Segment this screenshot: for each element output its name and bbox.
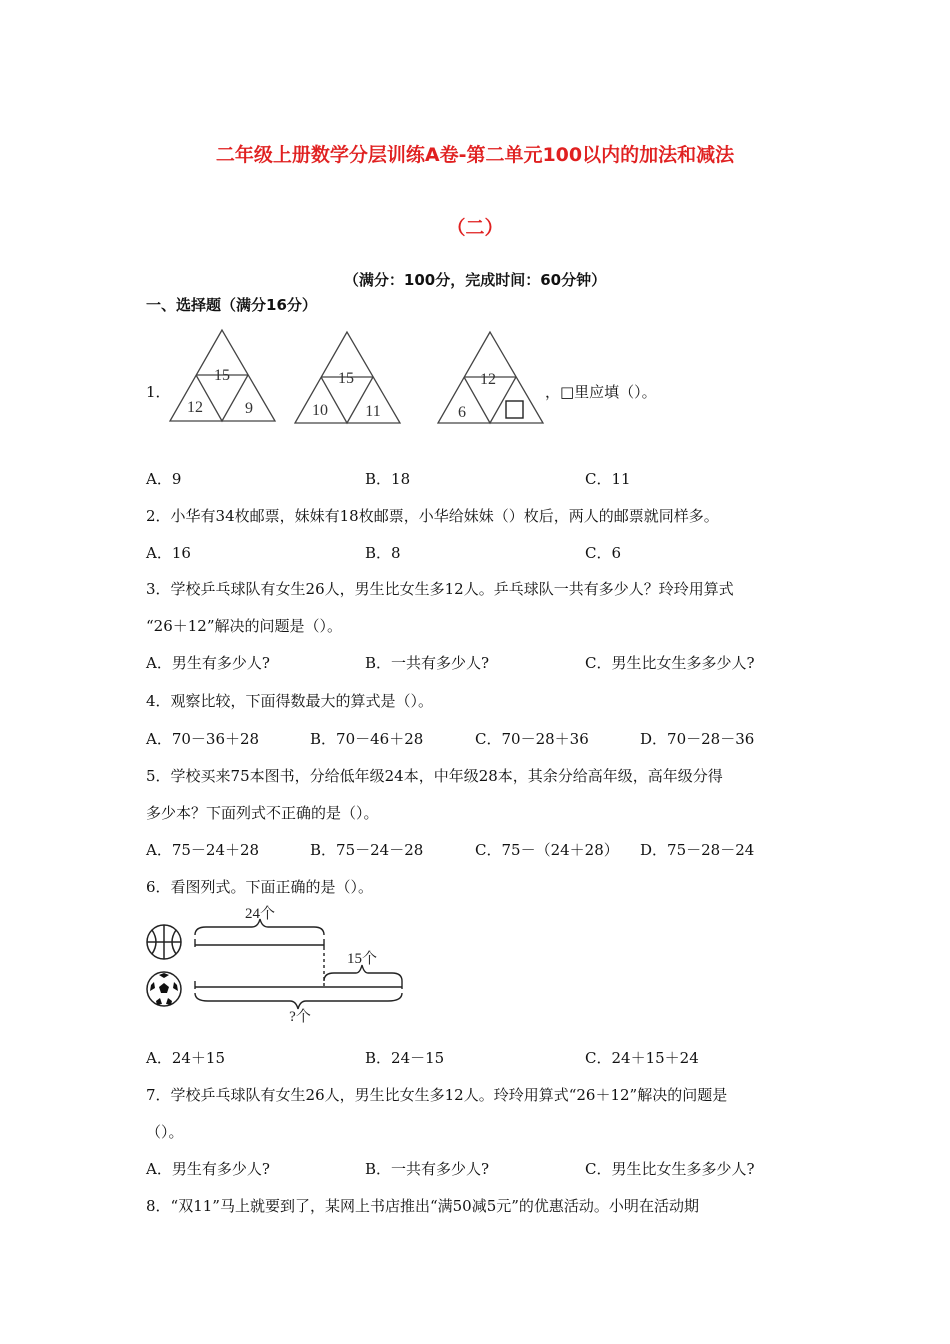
q4-text: 4．观察比较，下面得数最大的算式是（）。 <box>146 692 434 710</box>
t2-top: 15 <box>338 370 354 387</box>
q7-option-c[interactable]: C．男生比女生多多少人? <box>585 1160 755 1178</box>
q2-option-a[interactable]: A．16 <box>146 544 191 562</box>
q2-text: 2．小华有34枚邮票，妹妹有18枚邮票，小华给妹妹（）枚后，两人的邮票就同样多。 <box>146 507 719 525</box>
q4-option-a[interactable]: A．70－36＋28 <box>146 730 260 748</box>
q5-option-c[interactable]: C．75－（24＋28） <box>475 841 619 859</box>
t3-left: 6 <box>458 404 466 421</box>
q3-option-c[interactable]: C．男生比女生多多少人? <box>585 654 755 672</box>
q1-option-c[interactable]: C．11 <box>585 470 631 488</box>
q8-text: 8．“双11”马上就要到了，某网上书店推出“满50减5元”的优惠活动。小明在活动期 <box>146 1197 699 1215</box>
label-24: 24个 <box>244 906 276 922</box>
exam-info: （满分：100分，完成时间：60分钟） <box>343 271 607 289</box>
label-15: 15个 <box>346 951 378 967</box>
q5-option-a[interactable]: A．75－24＋28 <box>146 841 260 859</box>
q3-text-line2: “26＋12”解决的问题是（）。 <box>146 617 343 635</box>
label-total: ?个 <box>289 1009 311 1025</box>
q2-option-b[interactable]: B．8 <box>365 544 401 562</box>
q7-option-b[interactable]: B．一共有多少人? <box>365 1160 490 1178</box>
brace-mid <box>324 965 402 981</box>
q7-text-line1: 7．学校乒乓球队有女生26人，男生比女生多12人。玲玲用算式“26＋12”解决的问题是 <box>146 1086 728 1104</box>
q4-option-b[interactable]: B．70－46＋28 <box>310 730 424 748</box>
q1-triangles-figure <box>165 325 555 430</box>
section-heading: 一、选择题（满分16分） <box>146 296 317 314</box>
q4-option-d[interactable]: D．70－28－36 <box>640 730 755 748</box>
q5-option-d[interactable]: D．75－28－24 <box>640 841 755 859</box>
q7-option-a[interactable]: A．男生有多少人? <box>146 1160 270 1178</box>
t2-right: 11 <box>365 403 381 420</box>
page-title-line2: （二） <box>446 217 504 239</box>
q5-option-b[interactable]: B．75－24－28 <box>310 841 424 859</box>
q1-option-a[interactable]: A．9 <box>146 470 182 488</box>
q6-option-a[interactable]: A．24＋15 <box>146 1049 226 1067</box>
page-title: 二年级上册数学分层训练A卷-第二单元100以内的加法和减法 <box>215 144 735 166</box>
q1-number: 1． <box>146 383 171 401</box>
q7-text-line2: （）。 <box>146 1123 184 1141</box>
t1-top: 15 <box>214 367 230 384</box>
q6-option-c[interactable]: C．24＋15＋24 <box>585 1049 699 1067</box>
q2-option-c[interactable]: C．6 <box>585 544 622 562</box>
q4-option-c[interactable]: C．70－28＋36 <box>475 730 589 748</box>
q1-prompt: ，□里应填（）。 <box>545 383 657 401</box>
blank-box-icon <box>506 401 523 418</box>
brace-bottom <box>195 993 402 1009</box>
q5-text-line1: 5．学校买来75本图书，分给低年级24本，中年级28本，其余分给高年级，高年级分得 <box>146 767 723 785</box>
q5-text-line2: 多少本？下面列式不正确的是（）。 <box>146 804 379 822</box>
q6-text: 6．看图列式。下面正确的是（）。 <box>146 878 374 896</box>
t3-top: 12 <box>480 371 496 388</box>
t2-left: 10 <box>312 402 328 419</box>
q6-bar-diagram <box>140 905 415 1025</box>
q3-option-b[interactable]: B．一共有多少人? <box>365 654 490 672</box>
soccer-ball-icon <box>147 972 181 1006</box>
q1-option-b[interactable]: B．18 <box>365 470 411 488</box>
q6-option-b[interactable]: B．24－15 <box>365 1049 445 1067</box>
t1-right: 9 <box>245 400 253 417</box>
basketball-icon <box>147 925 181 959</box>
q3-option-a[interactable]: A．男生有多少人? <box>146 654 270 672</box>
q3-text-line1: 3．学校乒乓球队有女生26人，男生比女生多12人。乒乓球队一共有多少人？玲玲用算式 <box>146 580 734 598</box>
t1-left: 12 <box>187 399 203 416</box>
